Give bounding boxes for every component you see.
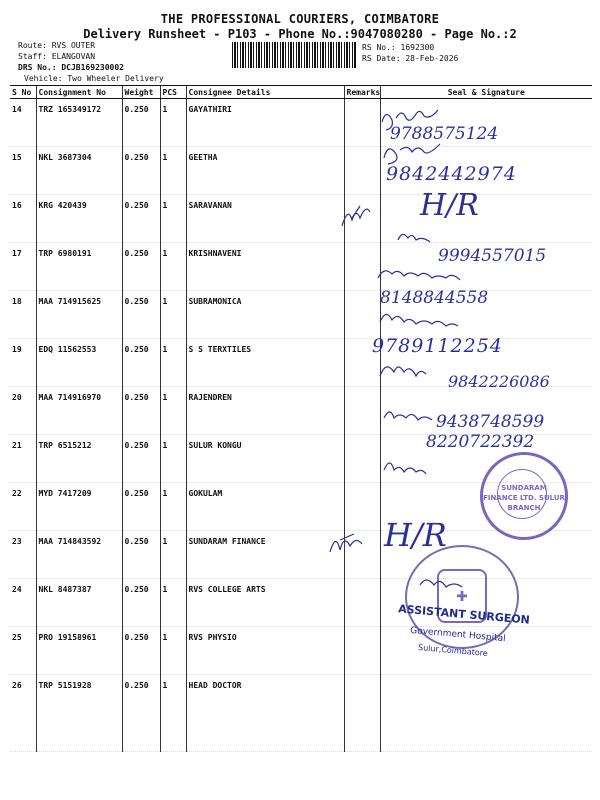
row-consignee: HEAD DOCTOR (186, 675, 344, 752)
row-weight: 0.250 (122, 339, 160, 387)
row-sno: 14 (10, 99, 36, 147)
col-sno: S No (10, 86, 36, 99)
row-consignment: TRZ 165349172 (36, 99, 122, 147)
row-pcs: 1 (160, 147, 186, 195)
row-consignee: KRISHNAVENI (186, 243, 344, 291)
row-sno: 22 (10, 483, 36, 531)
row-weight: 0.250 (122, 147, 160, 195)
row-sno: 24 (10, 579, 36, 627)
col-consignee: Consignee Details (186, 86, 344, 99)
signature-row-21 (384, 412, 432, 420)
row-consignment: EDQ 11562553 (36, 339, 122, 387)
row-consignment: MYD 7417209 (36, 483, 122, 531)
col-remarks: Remarks (344, 86, 380, 99)
row-weight: 0.250 (122, 99, 160, 147)
row-pcs: 1 (160, 243, 186, 291)
row-sno: 17 (10, 243, 36, 291)
handwritten-hr-16: H/R (420, 188, 479, 223)
col-consignment: Consignment No (36, 86, 122, 99)
row-pcs: 1 (160, 675, 186, 752)
row-consignee: RVS COLLEGE ARTS (186, 579, 344, 627)
col-pcs: PCS (160, 86, 186, 99)
row-consignment: NKL 3687304 (36, 147, 122, 195)
surgeon-stamp-line3: Sulur,Coimbatore (417, 642, 489, 659)
signature-row-22 (384, 463, 426, 474)
row-sno: 16 (10, 195, 36, 243)
remark-initial-row-16 (342, 206, 370, 226)
surgeon-stamp-line2: Government Hospital (409, 625, 506, 645)
row-sno: 18 (10, 291, 36, 339)
remark-initial-row-24 (330, 534, 362, 552)
row-weight: 0.250 (122, 579, 160, 627)
row-weight: 0.250 (122, 483, 160, 531)
row-weight: 0.250 (122, 291, 160, 339)
handwritten-hr-24: H/R (384, 516, 447, 554)
handwritten-phone-21: 9438748599 (436, 412, 545, 432)
row-sno: 25 (10, 627, 36, 675)
row-consignment: MAA 714915625 (36, 291, 122, 339)
row-consignment: TRP 6980191 (36, 243, 122, 291)
seal-emblem-icon: ✚ (456, 589, 468, 605)
row-sno: 15 (10, 147, 36, 195)
row-pcs: 1 (160, 627, 186, 675)
staff-label: Staff: ELANGOVAN (18, 52, 96, 61)
row-consignee: GEETHA (186, 147, 344, 195)
row-consignment: NKL 8487387 (36, 579, 122, 627)
row-sno: 19 (10, 339, 36, 387)
row-weight: 0.250 (122, 627, 160, 675)
row-consignee: RVS PHYSIO (186, 627, 344, 675)
row-consignee: SARAVANAN (186, 195, 344, 243)
surgeon-stamp-line1: ASSISTANT SURGEON (397, 602, 531, 627)
row-sno: 23 (10, 531, 36, 579)
document-title: THE PROFESSIONAL COURIERS, COIMBATORE (160, 12, 440, 26)
row-consignee: S S TERXTILES (186, 339, 344, 387)
row-weight: 0.250 (122, 531, 160, 579)
row-weight: 0.250 (122, 435, 160, 483)
row-sno: 20 (10, 387, 36, 435)
row-consignee: GAYATHIRI (186, 99, 344, 147)
row-weight: 0.250 (122, 387, 160, 435)
handwritten-phone-20: 9842226086 (448, 372, 550, 391)
route-label: Route: RVS OUTER (18, 41, 96, 50)
row-pcs: 1 (160, 387, 186, 435)
row-consignment: KRG 420439 (36, 195, 122, 243)
row-consignee: SUNDARAM FINANCE (186, 531, 344, 579)
handwritten-phone-18: 8148844558 (380, 288, 489, 308)
row-consignment: PRO 19158961 (36, 627, 122, 675)
row-weight: 0.250 (122, 243, 160, 291)
row-pcs: 1 (160, 99, 186, 147)
row-pcs: 1 (160, 579, 186, 627)
row-weight: 0.250 (122, 195, 160, 243)
signature-row-15 (384, 144, 440, 164)
row-pcs: 1 (160, 435, 186, 483)
vehicle-label: Vehicle: Two Wheeler Delivery (24, 74, 164, 83)
signature-row-20 (380, 367, 426, 376)
row-consignment: TRP 5151928 (36, 675, 122, 752)
row-consignee: SULUR KONGU (186, 435, 344, 483)
handwritten-phone-22: 8220722392 (426, 432, 535, 452)
row-sno: 21 (10, 435, 36, 483)
sundaram-finance-stamp (480, 452, 568, 540)
row-consignment: MAA 714843592 (36, 531, 122, 579)
row-consignment: TRP 6515212 (36, 435, 122, 483)
signature-row-17 (398, 234, 430, 242)
row-consignment: MAA 714916970 (36, 387, 122, 435)
row-consignee: GOKULAM (186, 483, 344, 531)
sundaram-stamp-text: SUNDARAM FINANCE LTD. SULUR BRANCH (483, 484, 565, 512)
row-consignee: SUBRAMONICA (186, 291, 344, 339)
runsheet-subtitle: Delivery Runsheet - P103 - Phone No.:9047080280 - Page No.:2 (83, 27, 517, 41)
rs-date: RS Date: 28-Feb-2026 (362, 54, 459, 63)
signature-row-19 (380, 314, 458, 326)
row-consignee: RAJENDREN (186, 387, 344, 435)
row-pcs: 1 (160, 291, 186, 339)
row-pcs: 1 (160, 483, 186, 531)
row-pcs: 1 (160, 531, 186, 579)
handwritten-phone-15: 9842442974 (386, 163, 517, 185)
row-pcs: 1 (160, 339, 186, 387)
col-weight: Weight (122, 86, 160, 99)
row-pcs: 1 (160, 195, 186, 243)
handwritten-phone-17: 9994557015 (438, 246, 547, 266)
col-seal-signature: Seal & Signature (380, 86, 592, 99)
row-weight: 0.250 (122, 675, 160, 752)
drs-number: DRS No.: DCJB169230002 (18, 63, 124, 72)
rs-number: RS No.: 1692300 (362, 43, 435, 52)
handwritten-phone-19: 9789112254 (372, 335, 503, 357)
signature-row-18 (378, 271, 460, 280)
row-sno: 26 (10, 675, 36, 752)
handwritten-phone-14: 9788575124 (390, 124, 499, 144)
